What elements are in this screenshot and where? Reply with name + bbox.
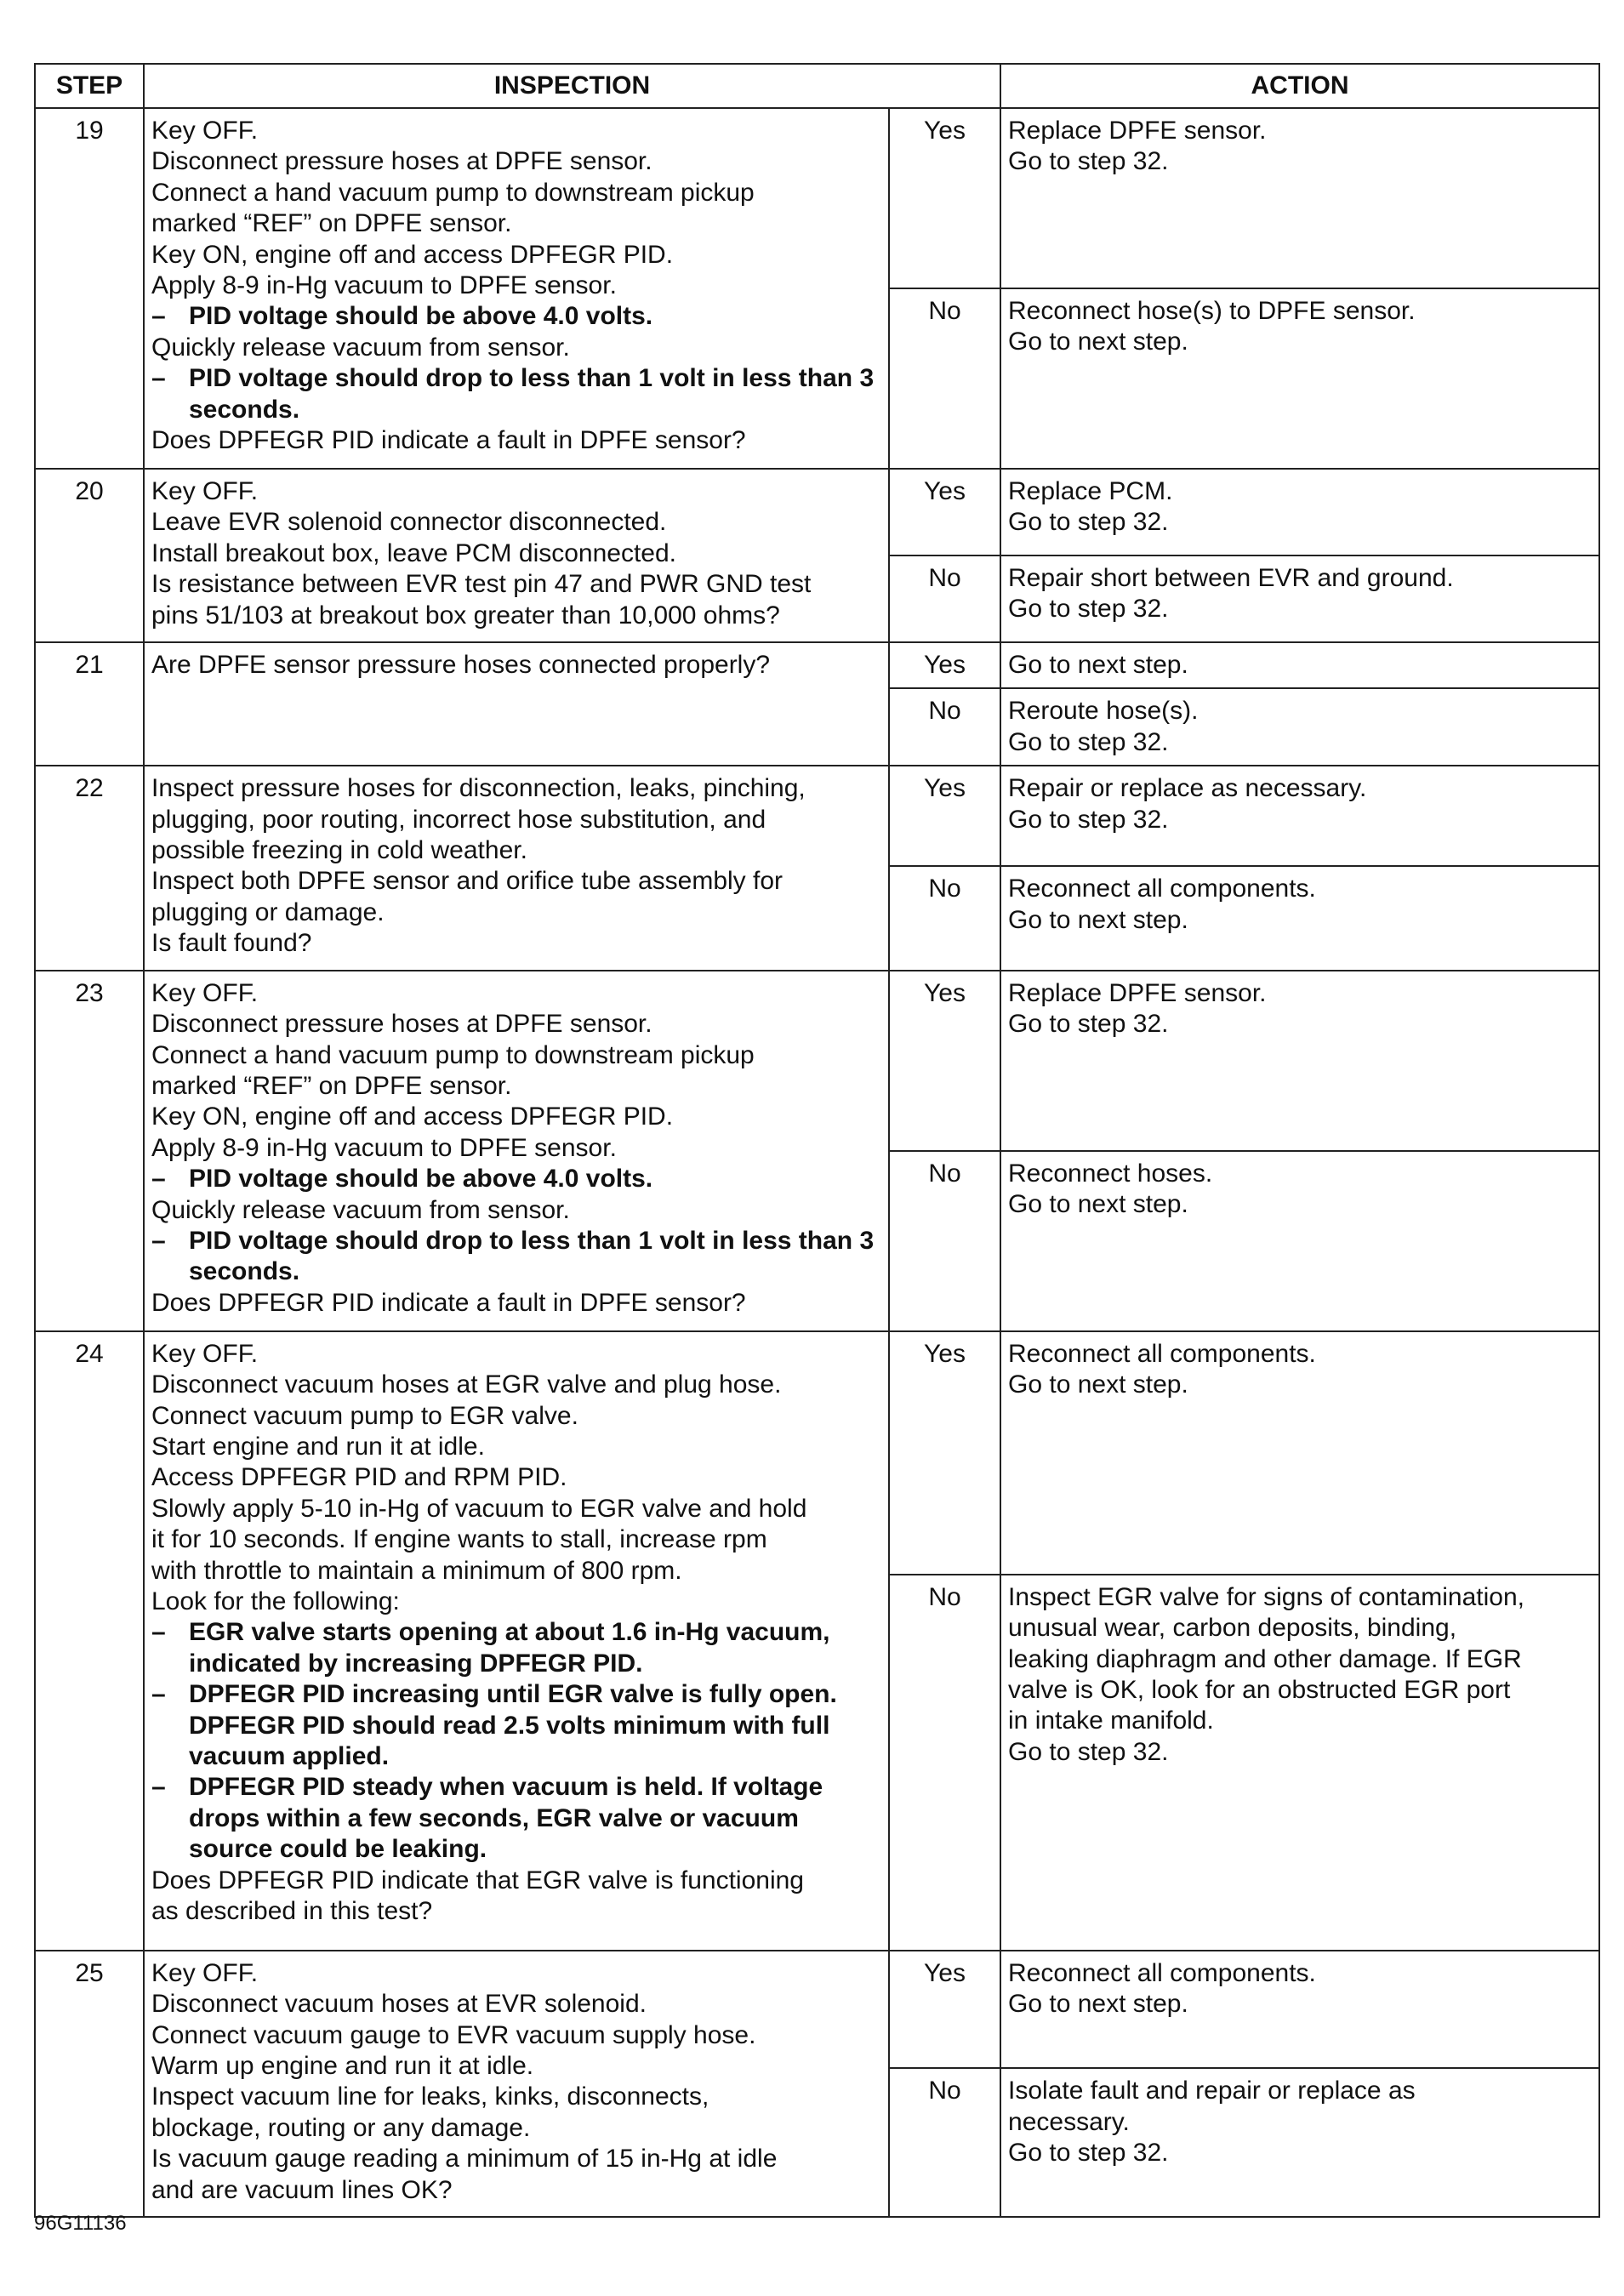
no-action xyxy=(1000,555,1599,642)
action-line: Reconnect all components. xyxy=(1008,1339,1316,1368)
action-line: in intake manifold. xyxy=(1008,1706,1214,1735)
yes-action xyxy=(1000,469,1599,555)
action-line: Replace PCM. xyxy=(1008,477,1173,505)
yes-action xyxy=(1000,766,1599,866)
inspection-line: pins 51/103 at breakout box greater than 10,000 ohms? xyxy=(151,601,780,630)
inspection-line: Key ON, engine off and access DPFEGR PID. xyxy=(151,1102,674,1131)
inspection-line: Key ON, engine off and access DPFEGR PID. xyxy=(151,240,674,269)
header-inspection: INSPECTION xyxy=(144,64,1000,108)
action-line: Repair or replace as necessary. xyxy=(1008,774,1367,803)
inspection-line: Are DPFE sensor pressure hoses connected properly? xyxy=(151,651,771,680)
action-line: Go to step 32. xyxy=(1008,727,1169,756)
step-number: 24 xyxy=(35,1331,144,1951)
no-label: No xyxy=(889,288,1000,469)
yes-label: Yes xyxy=(889,642,1000,688)
action-line: valve is OK, look for an obstructed EGR port xyxy=(1008,1675,1511,1704)
inspection-line: marked “REF” on DPFE sensor. xyxy=(151,209,512,238)
header-step: STEP xyxy=(35,64,144,108)
inspection-check-item xyxy=(151,1164,880,1194)
inspection-line: as described in this test? xyxy=(151,1897,433,1925)
yes-action xyxy=(1000,1951,1599,2069)
yes-action xyxy=(1000,108,1599,288)
inspection-cell xyxy=(144,1331,889,1951)
no-label: No xyxy=(889,866,1000,970)
yes-label: Yes xyxy=(889,1951,1000,2069)
inspection-line: with throttle to maintain a minimum of 800 rpm. xyxy=(151,1556,682,1585)
inspection-check-item xyxy=(151,1617,880,1679)
inspection-line: Key OFF. xyxy=(151,477,259,505)
check-item-text: PID voltage should drop to less than 1 volt in less than 3 seconds. xyxy=(189,364,875,424)
dash-bullet: – xyxy=(151,1226,166,1255)
no-label: No xyxy=(889,2068,1000,2217)
inspection-line: Connect a hand vacuum pump to downstream pickup xyxy=(151,1040,755,1069)
check-item-text: PID voltage should be above 4.0 volts. xyxy=(189,1165,653,1194)
action-line: Go to step 32. xyxy=(1008,595,1169,624)
inspection-line: Look for the following: xyxy=(151,1587,400,1615)
inspection-line: Key OFF. xyxy=(151,978,259,1007)
step-number: 25 xyxy=(35,1951,144,2217)
inspection-line: Inspect vacuum line for leaks, kinks, disconnects, xyxy=(151,2082,709,2111)
check-item-text: DPFEGR PID steady when vacuum is held. If voltage drops within a few seconds, EGR valve or vacuum source could be leaking. xyxy=(189,1773,823,1864)
action-line: Replace DPFE sensor. xyxy=(1008,978,1267,1007)
inspection-line: Access DPFEGR PID and RPM PID. xyxy=(151,1463,567,1492)
inspection-cell xyxy=(144,469,889,642)
inspection-check-item xyxy=(151,1226,880,1288)
dash-bullet: – xyxy=(151,1618,166,1647)
inspection-check-item xyxy=(151,1679,880,1772)
inspection-check-item xyxy=(151,1772,880,1865)
inspection-line: Disconnect vacuum hoses at EGR valve and plug hose. xyxy=(151,1370,782,1399)
inspection-check-item xyxy=(151,363,880,425)
action-line: Go to next step. xyxy=(1008,1190,1188,1219)
inspection-line: Leave EVR solenoid connector disconnected. xyxy=(151,508,667,537)
inspection-line: Disconnect vacuum hoses at EVR solenoid. xyxy=(151,1990,647,2019)
inspection-line: Start engine and run it at idle. xyxy=(151,1432,485,1461)
inspection-line: Key OFF. xyxy=(151,1339,259,1368)
step-row-yes xyxy=(35,469,1599,555)
action-line: necessary. xyxy=(1008,2107,1130,2136)
no-action xyxy=(1000,866,1599,970)
yes-label: Yes xyxy=(889,766,1000,866)
step-number: 19 xyxy=(35,108,144,469)
action-line: Go to step 32. xyxy=(1008,1010,1169,1039)
inspection-cell xyxy=(144,766,889,970)
step-row-yes xyxy=(35,108,1599,288)
yes-label: Yes xyxy=(889,108,1000,288)
action-line: Go to next step. xyxy=(1008,651,1188,680)
check-item-text: EGR valve starts opening at about 1.6 in-Hg vacuum, indicated by increasing DPFEGR PID. xyxy=(189,1618,830,1678)
action-line: Reroute hose(s). xyxy=(1008,697,1199,726)
inspection-line: Apply 8-9 in-Hg vacuum to DPFE sensor. xyxy=(151,1133,617,1162)
action-line: Go to next step. xyxy=(1008,1370,1188,1399)
inspection-line: Quickly release vacuum from sensor. xyxy=(151,1195,570,1224)
yes-label: Yes xyxy=(889,1331,1000,1575)
inspection-line: Disconnect pressure hoses at DPFE sensor. xyxy=(151,147,652,176)
action-line: Go to step 32. xyxy=(1008,147,1169,176)
inspection-line: Install breakout box, leave PCM disconnected. xyxy=(151,538,677,567)
no-action xyxy=(1000,288,1599,469)
action-line: Reconnect hoses. xyxy=(1008,1159,1213,1188)
diagnostic-table xyxy=(34,63,1600,2218)
inspection-cell xyxy=(144,108,889,469)
no-label: No xyxy=(889,1575,1000,1951)
action-line: Reconnect all components. xyxy=(1008,1958,1316,1987)
action-line: Inspect EGR valve for signs of contamination, xyxy=(1008,1582,1524,1611)
no-action xyxy=(1000,2068,1599,2217)
yes-action xyxy=(1000,971,1599,1151)
yes-label: Yes xyxy=(889,971,1000,1151)
action-line: Repair short between EVR and ground. xyxy=(1008,564,1454,593)
inspection-line: Connect vacuum pump to EGR valve. xyxy=(151,1401,578,1430)
action-line: Go to next step. xyxy=(1008,328,1188,356)
inspection-line: Quickly release vacuum from sensor. xyxy=(151,333,570,362)
inspection-line: Does DPFEGR PID indicate that EGR valve is functioning xyxy=(151,1866,804,1894)
inspection-line: Apply 8-9 in-Hg vacuum to DPFE sensor. xyxy=(151,271,617,300)
inspection-line: Is fault found? xyxy=(151,929,312,958)
dash-bullet: – xyxy=(151,1680,166,1709)
yes-action xyxy=(1000,642,1599,688)
no-label: No xyxy=(889,688,1000,766)
step-number: 23 xyxy=(35,971,144,1331)
action-line: Go to step 32. xyxy=(1008,805,1169,834)
no-label: No xyxy=(889,1151,1000,1331)
inspection-cell xyxy=(144,642,889,766)
inspection-line: it for 10 seconds. If engine wants to stall, increase rpm xyxy=(151,1525,767,1554)
no-action xyxy=(1000,1151,1599,1331)
dash-bullet: – xyxy=(151,1165,166,1194)
step-row-yes xyxy=(35,971,1599,1151)
inspection-cell xyxy=(144,971,889,1331)
inspection-line: Does DPFEGR PID indicate a fault in DPFE sensor? xyxy=(151,1288,746,1317)
action-line: unusual wear, carbon deposits, binding, xyxy=(1008,1614,1457,1643)
inspection-line: Connect vacuum gauge to EVR vacuum supply hose. xyxy=(151,2020,756,2049)
inspection-line: plugging, poor routing, incorrect hose substitution, and xyxy=(151,805,766,834)
step-row-yes xyxy=(35,1331,1599,1575)
check-item-text: PID voltage should drop to less than 1 volt in less than 3 seconds. xyxy=(189,1226,875,1286)
action-line: Go to next step. xyxy=(1008,1990,1188,2019)
inspection-line: Warm up engine and run it at idle. xyxy=(151,2051,534,2080)
step-row-yes xyxy=(35,642,1599,688)
inspection-line: Connect a hand vacuum pump to downstream pickup xyxy=(151,178,755,207)
dash-bullet: – xyxy=(151,302,166,331)
inspection-line: Disconnect pressure hoses at DPFE sensor. xyxy=(151,1010,652,1039)
inspection-line: blockage, routing or any damage. xyxy=(151,2113,531,2142)
step-number: 20 xyxy=(35,469,144,642)
inspection-cell xyxy=(144,1951,889,2217)
action-line: Reconnect hose(s) to DPFE sensor. xyxy=(1008,297,1416,325)
inspection-line: Slowly apply 5-10 in-Hg of vacuum to EGR valve and hold xyxy=(151,1494,807,1523)
inspection-line: Key OFF. xyxy=(151,1958,259,1987)
inspection-check-item xyxy=(151,301,880,332)
dash-bullet: – xyxy=(151,1773,166,1802)
action-line: Go to step 32. xyxy=(1008,2139,1169,2168)
action-line: Reconnect all components. xyxy=(1008,875,1316,903)
inspection-line: Is resistance between EVR test pin 47 and PWR GND test xyxy=(151,570,812,599)
no-action xyxy=(1000,1575,1599,1951)
dash-bullet: – xyxy=(151,364,166,393)
action-line: leaking diaphragm and other damage. If EGR xyxy=(1008,1644,1522,1673)
check-item-text: DPFEGR PID increasing until EGR valve is fully open. DPFEGR PID should read 2.5 volts minimum with full vacuum applied. xyxy=(189,1680,837,1770)
inspection-line: Key OFF. xyxy=(151,117,259,145)
figure-code: 96G11136 xyxy=(34,2212,127,2235)
inspection-line: Inspect pressure hoses for disconnection, leaks, pinching, xyxy=(151,774,806,803)
header-action: ACTION xyxy=(1000,64,1599,108)
inspection-line: Is vacuum gauge reading a minimum of 15 in-Hg at idle xyxy=(151,2145,778,2174)
step-row-yes xyxy=(35,1951,1599,2069)
check-item-text: PID voltage should be above 4.0 volts. xyxy=(189,302,653,331)
action-line: Isolate fault and repair or replace as xyxy=(1008,2077,1416,2105)
inspection-line: Inspect both DPFE sensor and orifice tube assembly for xyxy=(151,867,784,896)
yes-label: Yes xyxy=(889,469,1000,555)
inspection-line: marked “REF” on DPFE sensor. xyxy=(151,1071,512,1100)
inspection-line: and are vacuum lines OK? xyxy=(151,2175,453,2204)
action-line: Go to step 32. xyxy=(1008,508,1169,537)
step-number: 22 xyxy=(35,766,144,970)
step-row-yes xyxy=(35,766,1599,866)
action-line: Replace DPFE sensor. xyxy=(1008,117,1267,145)
diagnostic-page xyxy=(34,63,1598,2218)
action-line: Go to step 32. xyxy=(1008,1737,1169,1766)
step-number: 21 xyxy=(35,642,144,766)
yes-action xyxy=(1000,1331,1599,1575)
inspection-line: possible freezing in cold weather. xyxy=(151,836,527,865)
no-action xyxy=(1000,688,1599,766)
header-row xyxy=(35,64,1599,108)
no-label: No xyxy=(889,555,1000,642)
inspection-line: Does DPFEGR PID indicate a fault in DPFE sensor? xyxy=(151,426,746,455)
action-line: Go to next step. xyxy=(1008,905,1188,934)
inspection-line: plugging or damage. xyxy=(151,897,385,926)
